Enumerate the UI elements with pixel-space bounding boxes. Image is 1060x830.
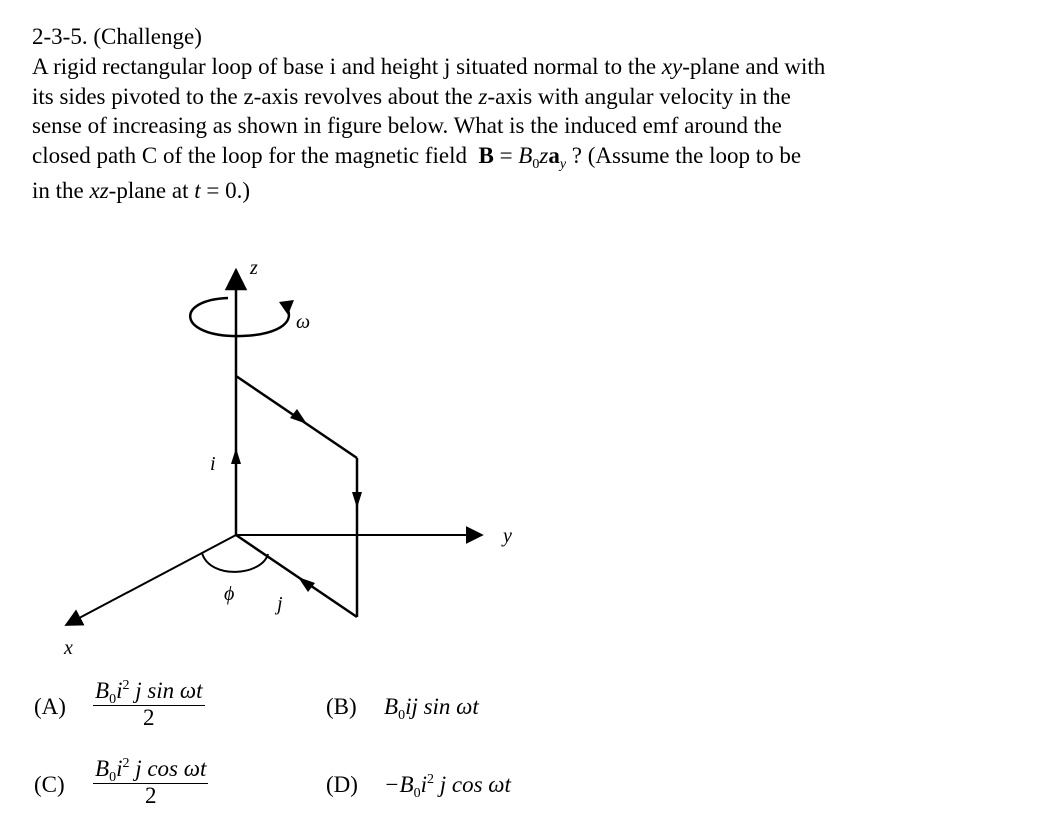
phi-arc	[202, 553, 268, 572]
statement-line-4: closed path C of the loop for the magnetic field $B = B_0za_y$ ? (Assume the loop to be	[32, 142, 802, 172]
problem-id: 2-3-5. (Challenge)	[32, 24, 202, 49]
loop-bottom-edge	[236, 535, 357, 617]
problem-statement	[32, 52, 1042, 206]
option-d-letter: (D)	[326, 772, 358, 797]
rotation-arc	[190, 298, 289, 336]
axis-z-label: z	[250, 257, 258, 279]
statement-line-1: A rigid rectangular loop of base i and height j situated normal to the xy-plane and with	[32, 54, 826, 79]
option-a-letter: (A)	[34, 694, 66, 719]
option-c-fraction	[93, 756, 208, 808]
option-c-denominator: 2	[144, 783, 157, 808]
label-i: i	[210, 453, 216, 475]
option-b-letter: (B)	[326, 694, 357, 719]
omega-label: ω	[296, 311, 311, 333]
axis-x-label: x	[64, 637, 73, 659]
current-arrow-side	[352, 492, 362, 508]
x-axis	[66, 535, 236, 625]
rotation-arrowhead	[279, 300, 294, 315]
statement-line-3: sense of increasing as shown in figure below. What is the induced emf around the	[32, 113, 782, 138]
option-a-fraction	[93, 678, 205, 730]
field-expression: $B = B_0za_y$	[478, 142, 567, 172]
option-c-letter: (C)	[34, 772, 65, 797]
statement-line-5: in the xz-plane at t = 0.)	[32, 178, 251, 203]
option-a-numerator: $B_0i^2$ j sin ωt	[95, 678, 203, 707]
statement-line-2: its sides pivoted to the z-axis revolves about the z-axis with angular velocity in the	[32, 83, 791, 109]
axis-y-label: y	[503, 525, 512, 547]
current-arrow-top	[290, 409, 307, 424]
current-arrow-bottom	[298, 577, 315, 592]
option-b-expression: $B_0ij$ sin ωt	[384, 694, 479, 723]
phi-label: ϕ	[224, 583, 235, 605]
loop-figure	[0, 240, 560, 660]
label-j: j	[277, 593, 283, 615]
option-c-numerator: $B_0i^2$ j cos ωt	[95, 756, 207, 785]
option-a-denominator: 2	[143, 705, 155, 730]
option-d-expression: $-B_0i^2$ j cos ωt	[384, 772, 511, 801]
loop-diagram-svg	[0, 240, 560, 660]
current-arrow-up	[231, 448, 241, 464]
